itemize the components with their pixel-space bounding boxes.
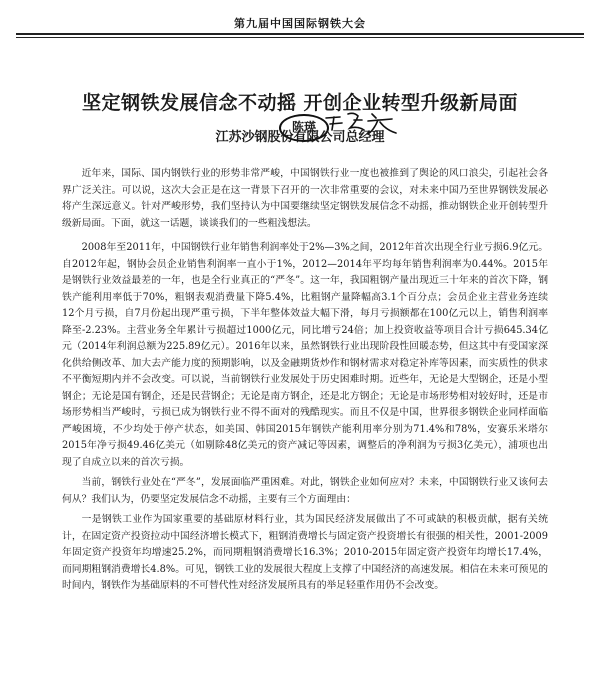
article-title: 坚定钢铁发展信念不动摇 开创企业转型升级新局面 xyxy=(81,92,519,114)
header-rule-thick xyxy=(16,33,584,35)
running-header xyxy=(0,6,600,36)
name-seal-stamp: 陈瑛 xyxy=(279,114,329,142)
conference-name: 第九届中国国际钢铁大会 xyxy=(234,17,366,30)
paragraph: 当前，钢铁行业处在“严冬”，发展面临严重困难。对此，钢铁企业如何应对？未来，中国钢铁行业又该何去何从？我们认为，仍要坚定发展信念不动摇，主要有三个方面理由： xyxy=(62,477,548,505)
article-body xyxy=(62,166,548,595)
paragraph: 近年来，国际、国内钢铁行业的形势非常严峻，中国钢铁行业一度也被推到了舆论的风口浪尖，引起社会各界广泛关注。可以说，这次大会正是在这一背景下召开的一次非常重要的会议，对未来中国乃至世界钢铁发展必将产生深远意义。针对严峻形势，我们坚持认为中国要继续坚定钢铁发展信念不动摇，推动钢铁企业开创转型升级新局面。下面，就这一话题，谈谈我们的一些粗浅想法。 xyxy=(62,168,548,229)
author-affiliation: 江苏沙钢股份有限公司总经理 xyxy=(215,130,385,145)
paragraph: 2008年至2011年，中国钢铁行业年销售利润率处于2%—3%之间，2012年首次出现全行业亏损6.9亿元。自2012年起，钢协会员企业销售利润率一直小于1%，2012—2014年平均每年销售利润率为0.44%。2015年是钢铁行业效益最差的一年，也是全行业真正的“严冬”。这一年，我国粗钢产量出现近三十年来的首次下降，钢铁产能利用率低于70%，粗钢表观消费量下降5.4%，比粗钢产量降幅高3.1个百分点；会员企业主营业务连续12个月亏损，自7月份起出现严重亏损，下半年整体效益大幅下滑，每月亏损额都在100亿元以上，销售利润率降至-2.23%。主营业务全年累计亏损超过1000亿元，同比增亏24倍；加上投资收益等项目合计亏损645.34亿元（2014年利润总额为225.89亿元）。2016年以来，虽然钢铁行业出现阶段性回暖态势，但这其中有受国家深化供给侧改革、加大去产能力度的预期影响，以及金融期货炒作和钢材需求对稳定补库等因素，而实质性的供求不平衡短期内并不会改变。可以说，当前钢铁行业发展处于历史困难时期。近些年，无论是大型钢企，还是小型钢企；无论是国有钢企，还是民营钢企；无论是南方钢企，还是北方钢企；无论是市场形势相对较好时，还是市场形势相当严峻时，亏损已成为钢铁行业不得不面对的残酷现实。而且不仅是中国，世界很多钢铁企业同样面临严峻困境，不少均处于停产状态，如美国、韩国2015年钢铁产能利用率分别为71.4%和78%，安赛乐米塔尔2015年净亏损49.46亿美元（如剔除48亿美元的资产减记等因素，调整后的净利润为亏损3亿美元），浦项也出现了自成立以来的首次亏损。 xyxy=(62,242,548,468)
paragraph: 一是钢铁工业作为国家重要的基础原材料行业，其为国民经济发展做出了不可或缺的积极贡献，据有关统计，在固定资产投资拉动中国经济增长模式下，粗钢消费增长与固定资产投资增长有很强的相关性，2001-2009年固定资产投资年均增速25.2%，而同期粗钢消费增长16.3%；2010-2015年固定资产投资年均增长17.4%，而同期粗钢消费增长4.8%。可见，钢铁工业的发展很大程度上支撑了中国经济的高速发展。相信在未来可预见的时间内，钢铁作为基础原料的不可替代性对经济发展所具有的举足轻重作用仍不会改变。 xyxy=(62,514,548,591)
header-rule-thin xyxy=(16,37,584,38)
author-block xyxy=(0,108,600,154)
